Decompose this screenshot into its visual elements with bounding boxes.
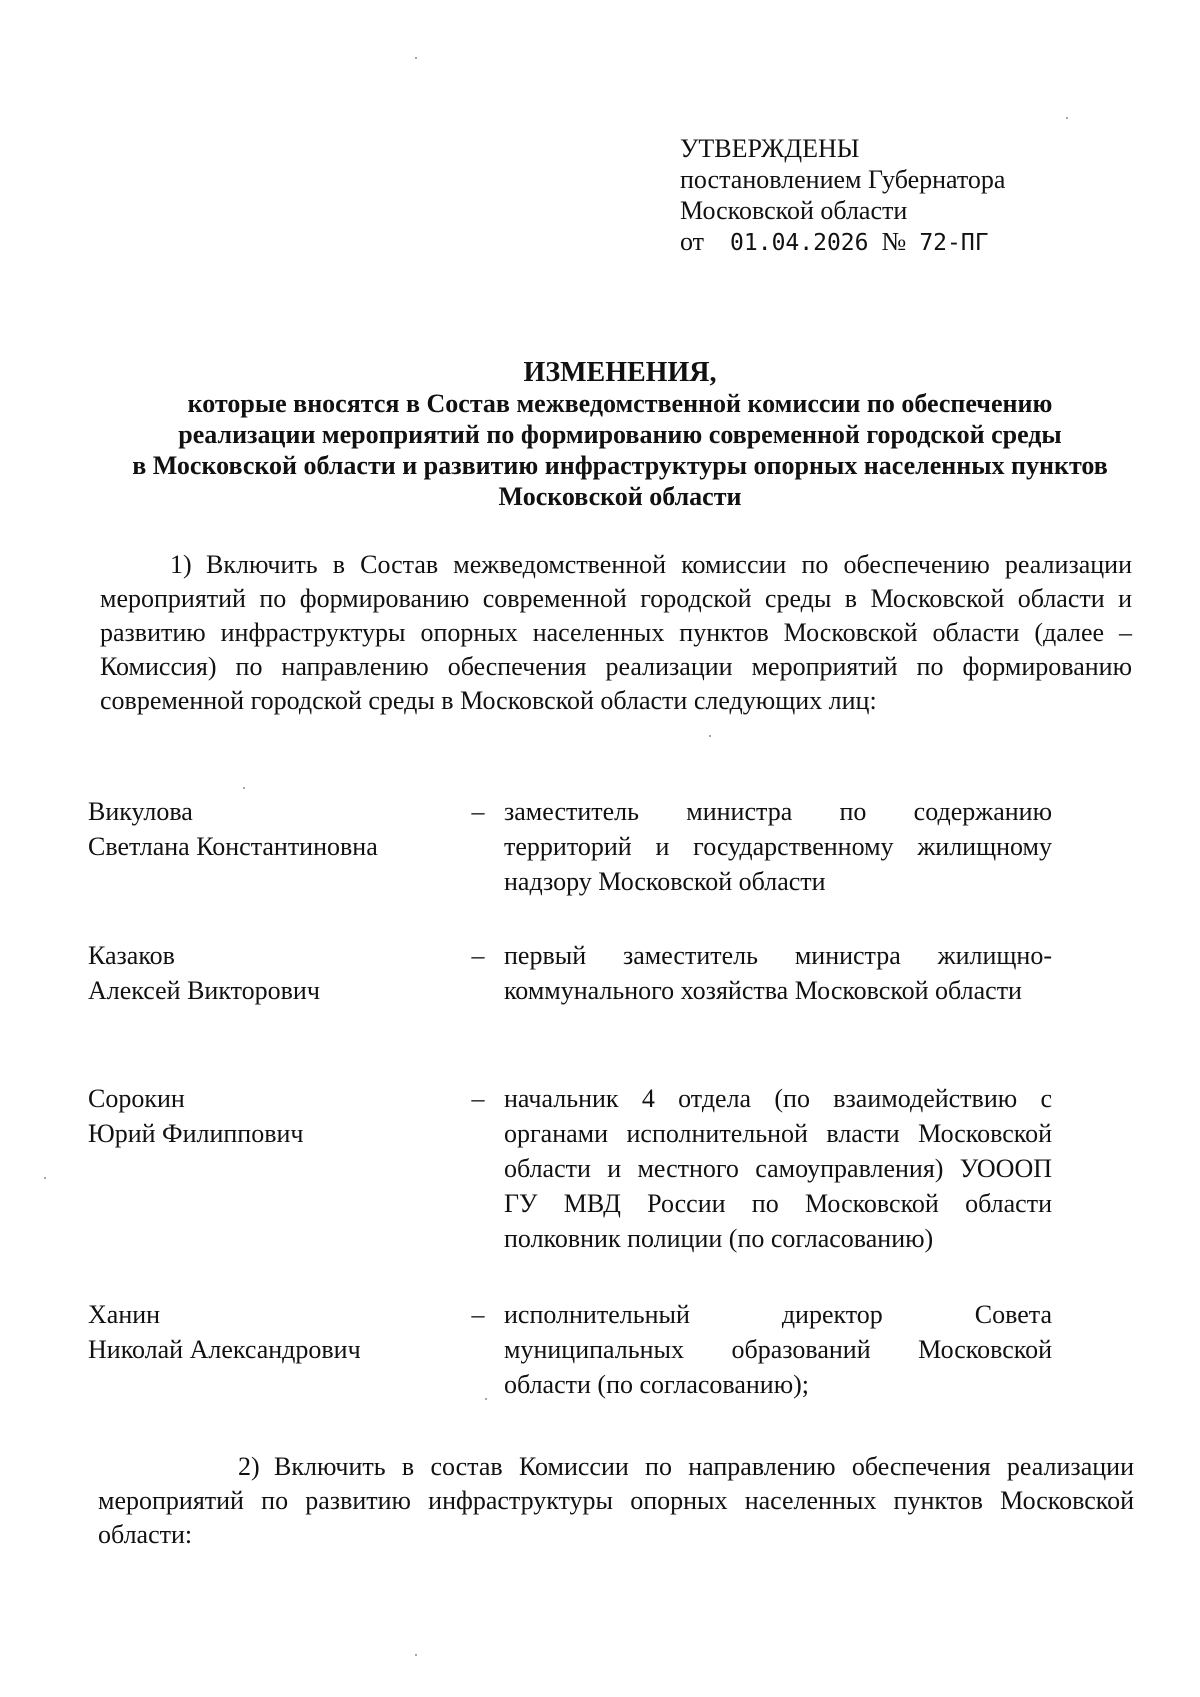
- approval-date-line: [680, 226, 1140, 259]
- title-line-2: реализации мероприятий по формированию современной городской среды: [178, 420, 1062, 449]
- member-surname: Викулова: [88, 797, 193, 826]
- paragraph-1-text: Включить в Состав межведомственной комиссии по обеспечению реализации мероприятий по формированию современной городской среды в Московской области и развитию инфраструктуры опорных населенных пунктов Московской области (далее – Комиссия) по направлению обеспечения реализации мероприятий по формированию современной городской среды в Московской области следующих лиц:: [100, 550, 1132, 715]
- member-name: [88, 794, 468, 864]
- approval-heading: УТВЕРЖДЕНЫ: [680, 134, 860, 163]
- paragraph-1-number: 1): [170, 550, 192, 579]
- paragraph-2-text: Включить в состав Комиссии по направлению обеспечения реализации мероприятий по развитию инфраструктуры опорных населенных пунктов Московской области:: [98, 1452, 1134, 1549]
- paragraph-1: [100, 548, 1132, 718]
- title-line-4: Московской области: [498, 482, 742, 511]
- member-name: [88, 938, 468, 1008]
- scan-speck: [485, 1398, 487, 1400]
- member-name: [88, 1081, 468, 1151]
- scan-speck: [44, 1177, 46, 1179]
- member-role: заместитель министра по содержанию территорий и государственному жилищному надзору Московской области: [504, 797, 1052, 896]
- paragraph-2-number: 2): [238, 1452, 260, 1481]
- member-surname: Ханин: [88, 1300, 161, 1329]
- title-line-1: которые вносятся в Состав межведомственной комиссии по обеспечению: [187, 389, 1053, 418]
- member-name: [88, 1297, 468, 1367]
- scan-speck: [415, 1654, 417, 1656]
- scan-speck: [415, 57, 417, 59]
- scan-speck: [1066, 117, 1068, 119]
- number-sign: №: [881, 227, 907, 256]
- title-main: ИЗМЕНЕНИЯ,: [523, 357, 717, 388]
- scan-speck: [709, 735, 711, 737]
- title-line-3: в Московской области и развитию инфраструктуры опорных населенных пунктов: [132, 451, 1108, 480]
- member-role: начальник 4 отдела (по взаимодействию с органами исполнительной власти Московской области и местного самоуправления) УОООП ГУ МВД России по Московской области полковник полиции (по согласованию): [504, 1084, 1052, 1253]
- member-role: исполнительный директор Совета муниципальных образований Московской области (по согласованию);: [504, 1300, 1052, 1399]
- member-dash: –: [471, 1300, 485, 1329]
- member-given-names: Светлана Константиновна: [88, 832, 378, 861]
- date-prefix: от: [680, 227, 705, 256]
- member-given-names: Алексей Викторович: [88, 976, 320, 1005]
- member-dash: –: [471, 797, 485, 826]
- decree-date: 01.04.2026: [730, 230, 869, 256]
- scan-speck: [243, 787, 245, 789]
- member-dash: –: [471, 1084, 485, 1113]
- decree-number: 72-ПГ: [919, 230, 989, 256]
- member-surname: Сорокин: [88, 1084, 185, 1113]
- member-dash: –: [471, 941, 485, 970]
- document-title: [90, 357, 1150, 512]
- approval-line-2: Московской области: [680, 196, 908, 225]
- paragraph-2: [98, 1450, 1134, 1552]
- approval-line-1: постановлением Губернатора: [680, 165, 1006, 194]
- member-given-names: Николай Александрович: [88, 1335, 361, 1364]
- approval-block: [680, 133, 1140, 259]
- member-given-names: Юрий Филиппович: [88, 1119, 304, 1148]
- member-surname: Казаков: [88, 941, 175, 970]
- member-role: первый заместитель министра жилищно-коммунального хозяйства Московской области: [504, 941, 1052, 1005]
